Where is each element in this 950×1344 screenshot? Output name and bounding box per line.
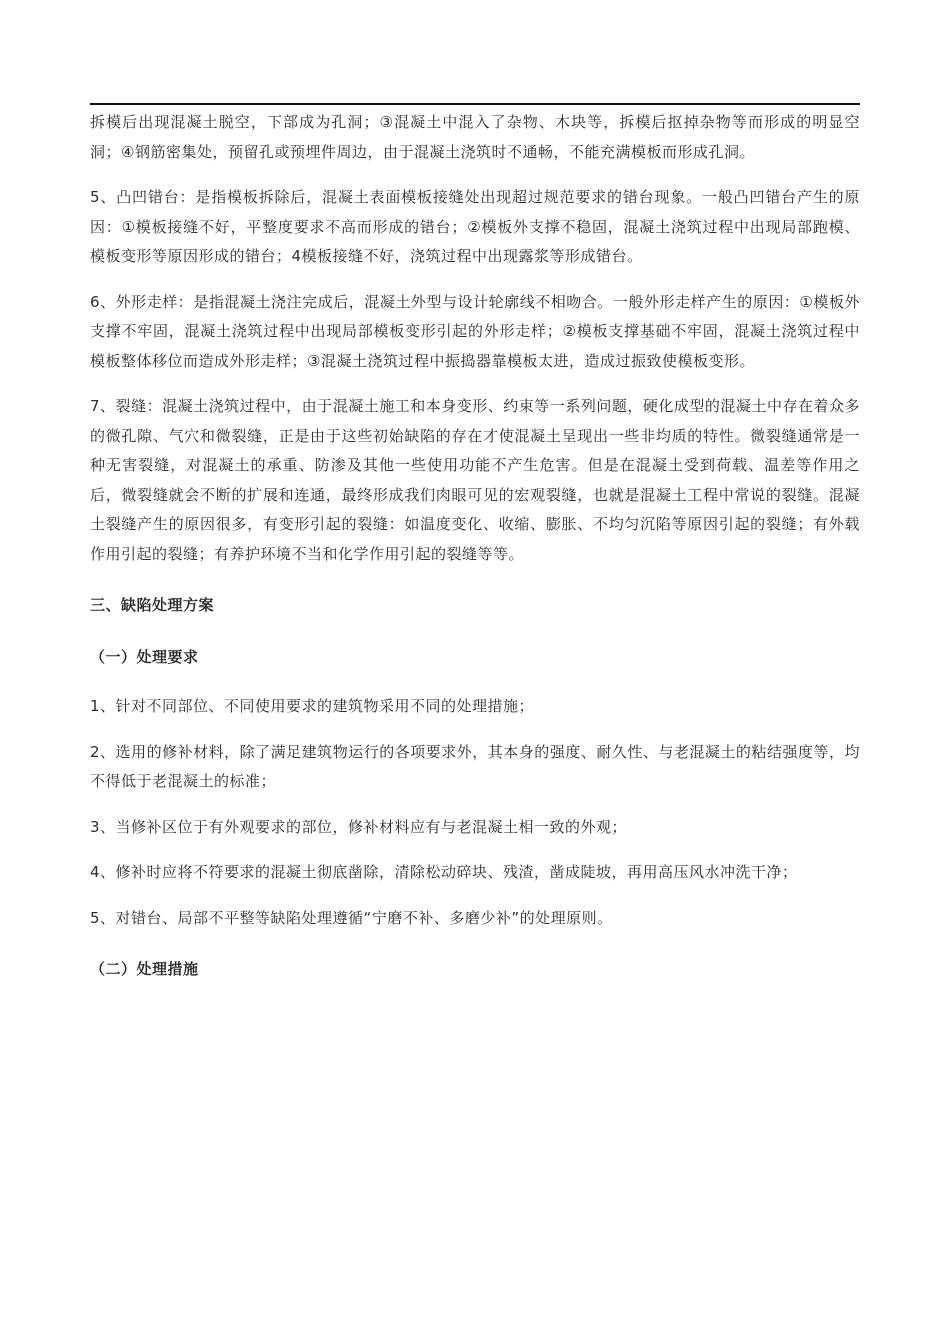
- paragraph-holes-continued: 拆模后出现混凝土脱空，下部成为孔洞；③混凝土中混入了杂物、木块等，拆模后抠掉杂物等而形成的明显空洞；④钢筋密集处，预留孔或预埋件周边，由于混凝土浇筑时不通畅，不能充满模板而形成孔洞。: [90, 113, 860, 161]
- requirement-item-3: 3、当修补区位于有外观要求的部位，修补材料应有与老混凝土相一致的外观；: [90, 817, 628, 836]
- requirement-item-1: 1、针对不同部位、不同使用要求的建筑物采用不同的处理措施；: [90, 697, 535, 715]
- subsection-heading-measures: （二）处理措施: [90, 960, 199, 978]
- document-body: [90, 108, 860, 985]
- header-rule: [90, 103, 860, 105]
- requirement-item-2: 2、选用的修补材料，除了满足建筑物运行的各项要求外，其本身的强度、耐久性、与老混凝土的粘结强度等，均不得低于老混凝土的标准；: [90, 742, 860, 790]
- paragraph-misalignment: 5、凸凹错台：是指模板拆除后，混凝土表面模板接缝处出现超过规范要求的错台现象。一般凸凹错台产生的原因：①模板接缝不好，平整度要求不高而形成的错台；②模板外支撑不稳固，混凝土浇筑过程中出现局部跑模、模板变形等原因形成的错台；4模板接缝不好，浇筑过程中出现露浆等形成错台。: [90, 188, 860, 265]
- requirement-item-4: 4、修补时应将不符要求的混凝土彻底凿除，清除松动碎块、残渣，凿成陡坡，再用高压风水冲洗干净；: [90, 863, 798, 881]
- subsection-heading-requirements: （一）处理要求: [90, 647, 199, 666]
- paragraph-cracks: 7、裂缝：混凝土浇筑过程中，由于混凝土施工和本身变形、约束等一系列问题，硬化成型的混凝土中存在着众多的微孔隙、气穴和微裂缝，正是由于这些初始缺陷的存在才使混凝土呈现出一些非均质的特性。微裂缝通常是一种无害裂缝，对混凝土的承重、防渗及其他一些使用功能不产生危害。但是在混凝土受到荷载、温差等作用之后，微裂缝就会不断的扩展和连通，最终形成我们肉眼可见的宏观裂缝，也就是混凝土工程中常说的裂缝。混凝土裂缝产生的原因很多，有变形引起的裂缝：如温度变化、收缩、膨胀、不均匀沉陷等原因引起的裂缝；有外载作用引起的裂缝；有养护环境不当和化学作用引起的裂缝等等。: [90, 397, 860, 563]
- requirement-item-5: 5、对错台、局部不平整等缺陷处理遵循“宁磨不补、多磨少补”的处理原则。: [90, 908, 613, 927]
- paragraph-shape-deviation: 6、外形走样：是指混凝土浇注完成后，混凝土外型与设计轮廓线不相吻合。一般外形走样产生的原因：①模板外支撑不牢固，混凝土浇筑过程中出现局部模板变形引起的外形走样；②模板支撑基础不牢固，混凝土浇筑过程中模板整体移位而造成外形走样；③混凝土浇筑过程中振捣器靠模板太进，造成过振致使模板变形。: [90, 292, 860, 370]
- section-heading-defect-treatment: 三、缺陷处理方案: [90, 596, 215, 614]
